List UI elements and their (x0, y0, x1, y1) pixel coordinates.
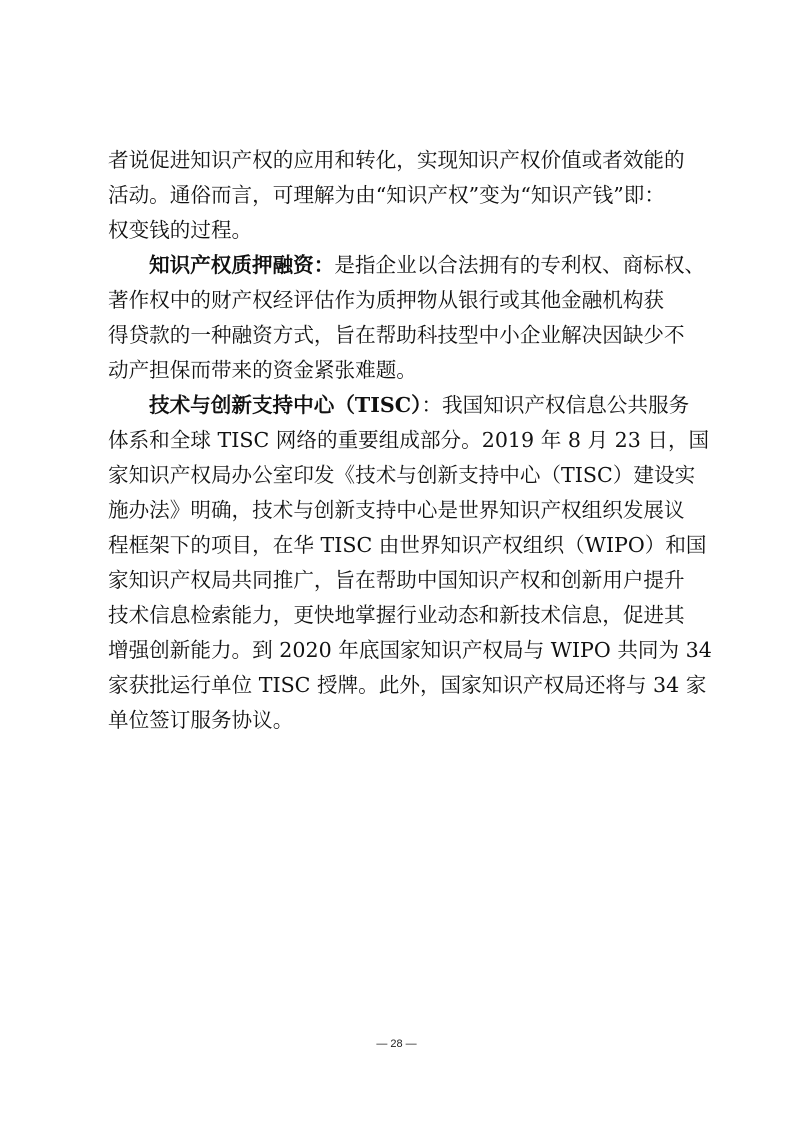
text-line: 权变钱的过程。 (108, 218, 253, 242)
text-line: 活动。通俗而言，可理解为由“知识产权”变为“知识产钱”即： (108, 183, 665, 207)
text-line: 者说促进知识产权的应用和转化，实现知识产权价值或者效能的 (108, 148, 685, 172)
text-line: 家知识产权局办公室印发《技术与创新支持中心（TISC）建设实 (108, 463, 696, 487)
text-line: 单位签订服务协议。 (108, 708, 294, 732)
term-pledge-financing: 知识产权质押融资： (149, 253, 335, 277)
text-line (108, 388, 700, 423)
term-tisc: 技术与创新支持中心（TISC） (149, 393, 422, 417)
text-line: 程框架下的项目，在华 TISC 由世界知识产权组织（WIPO）和国 (108, 533, 707, 557)
text-line: 家获批运行单位 TISC 授牌。此外，国家知识产权局还将与 34 家 (108, 673, 707, 697)
text-line: 家知识产权局共同推广，旨在帮助中国知识产权和创新用户提升 (108, 568, 685, 592)
text-span: ：我国知识产权信息公共服务 (421, 393, 690, 417)
text-line: 增强创新能力。到 2020 年底国家知识产权局与 WIPO 共同为 34 (108, 638, 712, 662)
paragraph-conversion (108, 143, 700, 248)
text-line: 施办法》明确，技术与创新支持中心是世界知识产权组织发展议 (108, 498, 685, 522)
text-line: 得贷款的一种融资方式，旨在帮助科技型中小企业解决因缺少不 (108, 323, 685, 347)
paragraph-tisc (108, 388, 712, 738)
text-line (108, 248, 706, 283)
text-line: 动产担保而带来的资金紧张难题。 (108, 358, 417, 382)
paragraph-pledge-financing (108, 248, 706, 388)
text-line: 著作权中的财产权经评估作为质押物从银行或其他金融机构获 (108, 288, 665, 312)
text-span: 是指企业以合法拥有的专利权、商标权、 (334, 253, 706, 277)
body-text (108, 143, 712, 738)
text-line: 体系和全球 TISC 网络的重要组成部分。2019 年 8 月 23 日，国 (108, 428, 710, 452)
text-line: 技术信息检索能力，更快地掌握行业动态和新技术信息，促进其 (108, 603, 685, 627)
page-number: — 28 — (376, 1038, 417, 1050)
